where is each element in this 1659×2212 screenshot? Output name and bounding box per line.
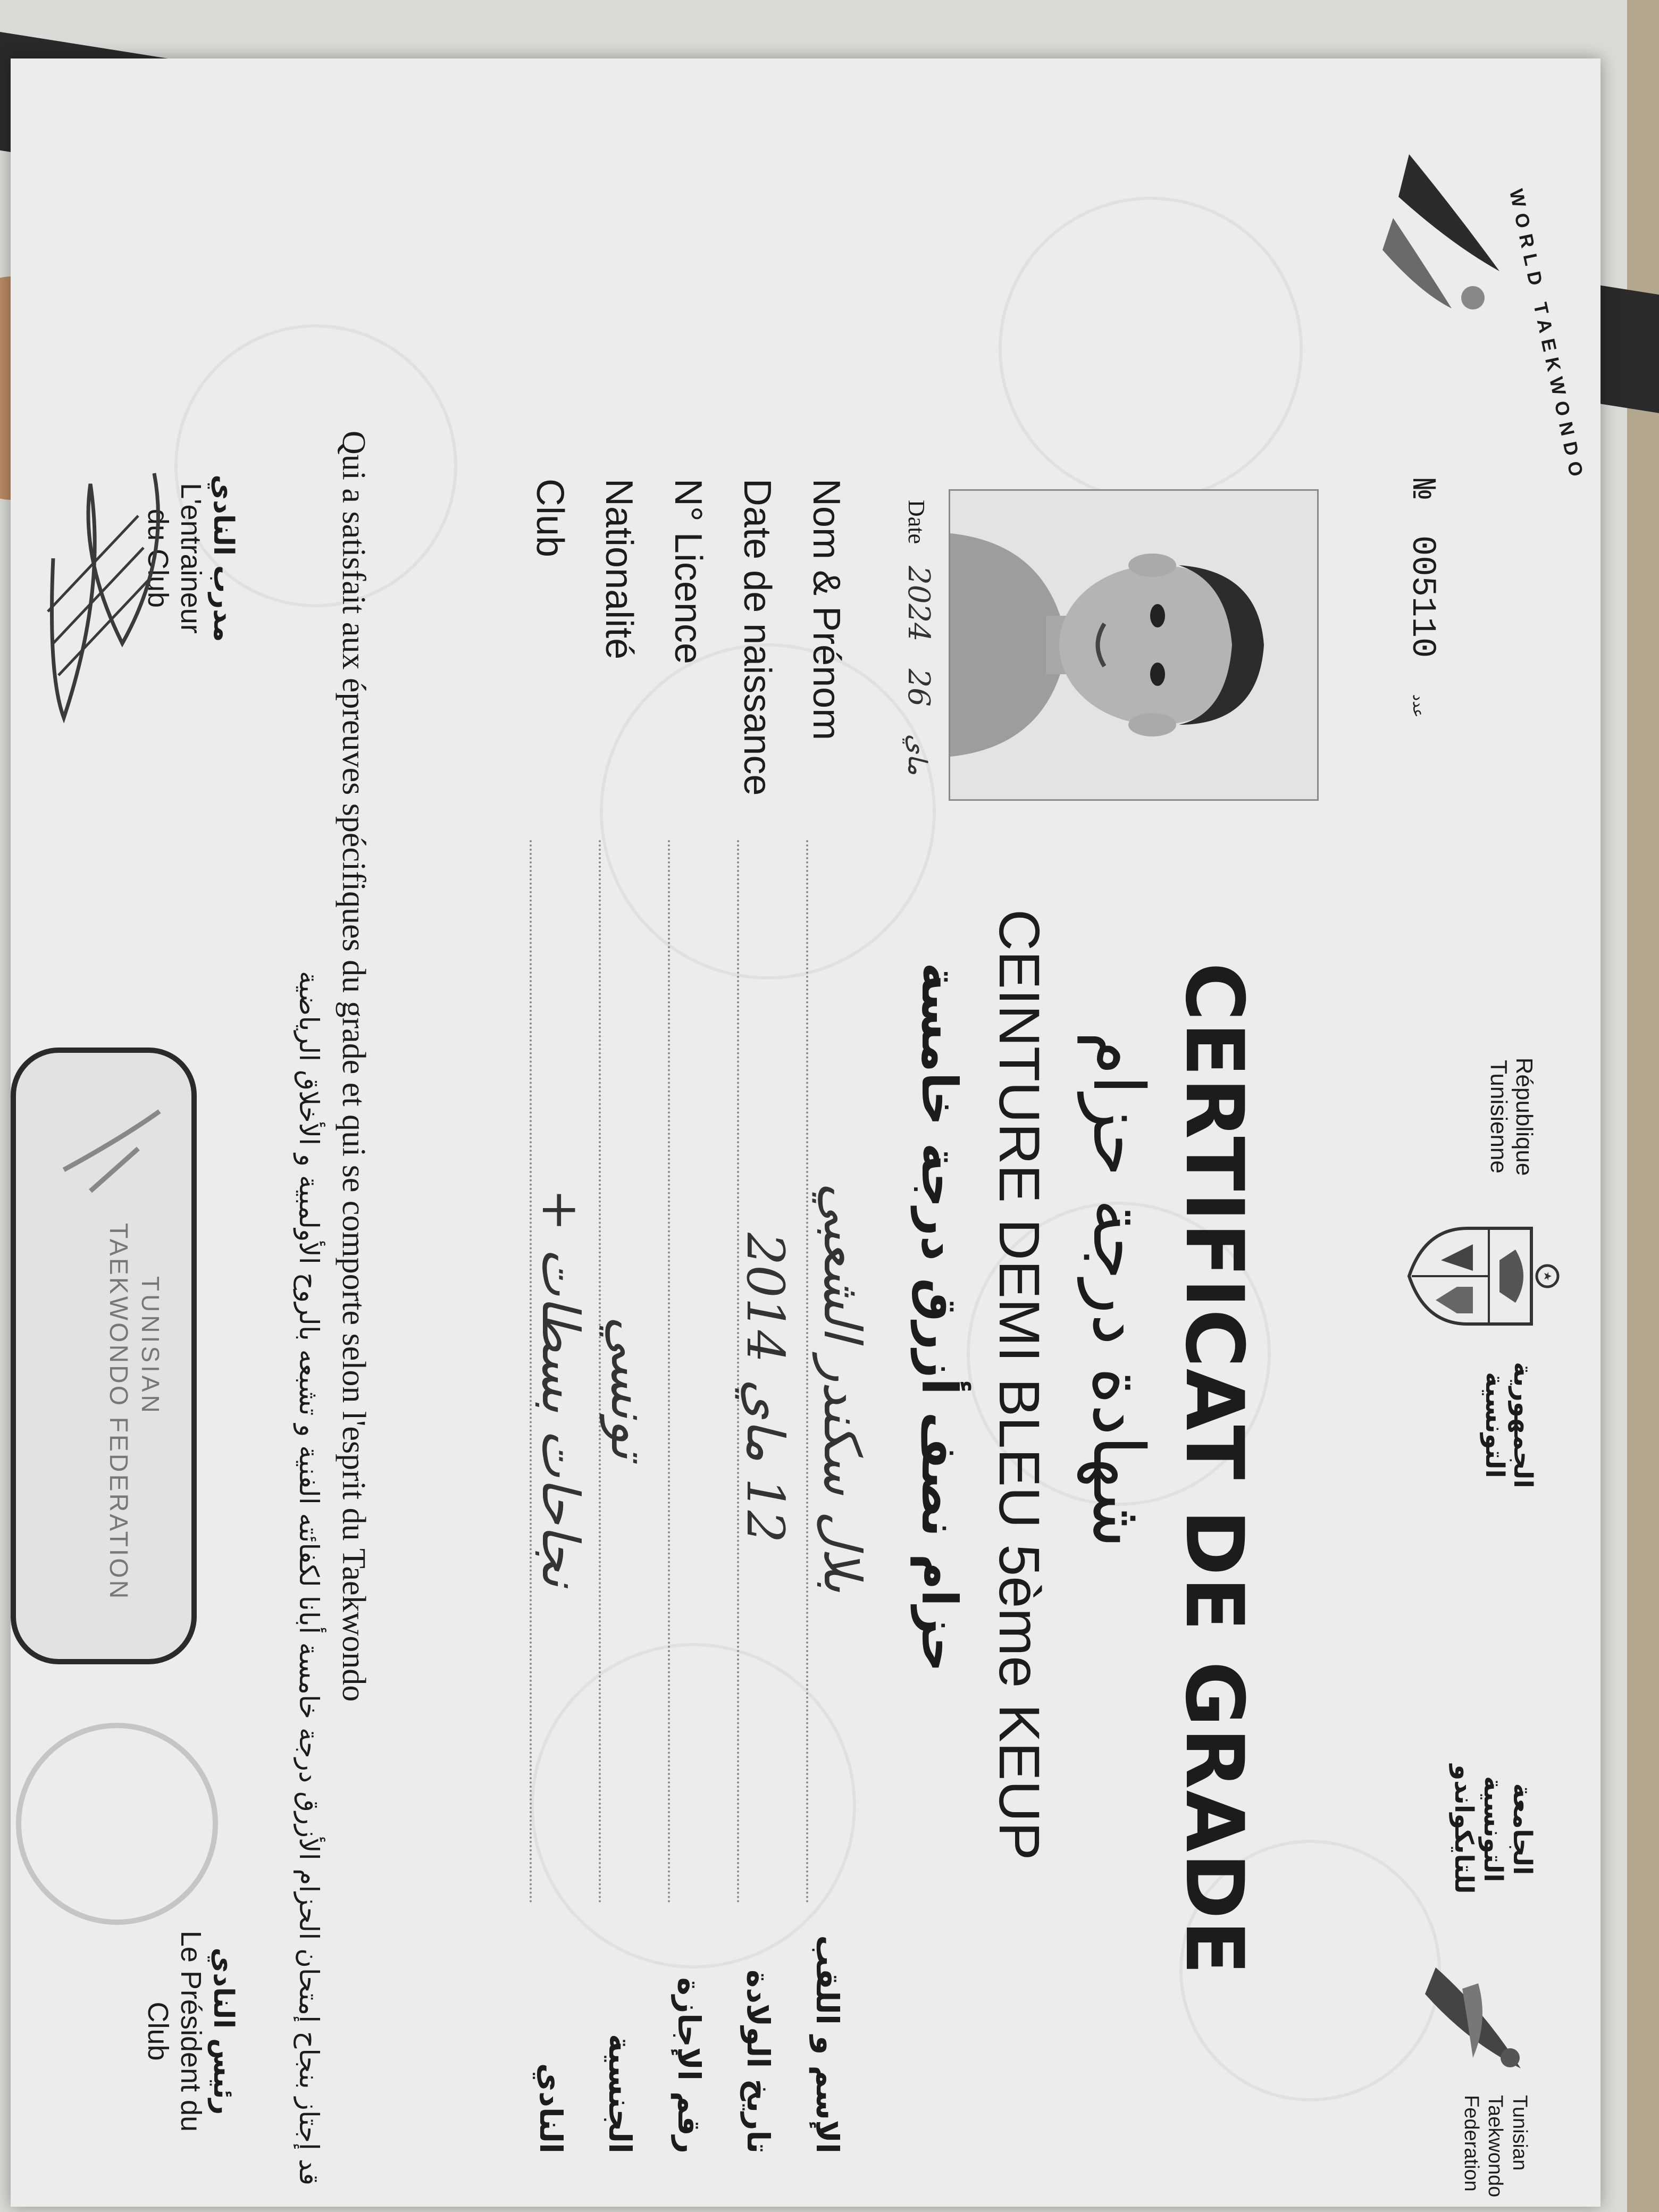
date-year: 2024 <box>901 566 936 642</box>
federation-en-line3: Federation <box>1460 2095 1482 2192</box>
stamp-line-2: TAEKWONDO FEDERATION <box>104 1223 132 1601</box>
president-label-fr-2: Club <box>141 2001 174 2061</box>
trainer-signature <box>27 452 186 824</box>
belt-ar: حزام نصف أزرق درجة خامسة <box>911 962 968 1672</box>
date-month: ماي <box>902 733 932 775</box>
republic-fr-line1: République <box>1511 1057 1537 1176</box>
federation-ar-line1: الجامعة <box>1507 1783 1537 1875</box>
stamp-line-1: TUNISIAN <box>137 1276 164 1416</box>
value-birth: 12 ماي 2014 <box>735 1233 795 1543</box>
republic-ar <box>1480 1356 1537 1494</box>
tunisia-emblem <box>1404 1207 1563 1345</box>
value-name: بلال سكندر الشعبي <box>812 1183 872 1593</box>
trainer-label-fr-2: du Club <box>141 508 174 608</box>
label-birth-fr: Date de naissance <box>736 479 778 796</box>
label-club-fr: Club <box>529 479 571 558</box>
certificate-sheet <box>11 58 1601 2207</box>
value-club: نجاحات بسطات + <box>531 1188 590 1587</box>
label-name-fr: Nom & Prénom <box>805 479 848 741</box>
federation-en-line2: Taekwondo <box>1484 2095 1507 2198</box>
world-taekwondo-text: WORLD TAEKWONDO <box>1505 187 1589 485</box>
number-value: 005110 <box>1403 535 1441 658</box>
republic-fr-line2: Tunisienne <box>1485 1060 1512 1174</box>
label-club-ar: النادي <box>533 2063 569 2154</box>
line-licence <box>668 840 670 1904</box>
round-seal <box>16 1723 218 1925</box>
label-licence-fr: N° Licence <box>667 479 709 664</box>
photo-date <box>901 500 936 775</box>
federation-ar-line2: التونسية <box>1478 1776 1508 1882</box>
republic-ar-line2: التونسية <box>1480 1372 1510 1478</box>
world-taekwondo-logo <box>1361 133 1531 356</box>
statement-fr: Qui a satisfait aux épreuves spécifiques du grade et qui se comporte selon l'esprit du Taekwondo <box>336 431 372 1702</box>
label-nationality-ar: الجنسية <box>602 2033 638 2154</box>
title-ar: شهادة درجة حزام <box>1077 1032 1159 1548</box>
trainer-label-ar: مدرب النادي <box>207 474 239 642</box>
date-day: 26 <box>901 668 936 707</box>
club-stamp <box>11 1048 197 1664</box>
federation-logo <box>1414 1951 1542 2090</box>
belt-fr: CEINTURE DEMI BLEU 5ème KEUP <box>987 909 1052 1861</box>
president-label-fr-1: Le Président du <box>175 1930 207 2132</box>
federation-en <box>1459 2095 1531 2201</box>
republic-ar-line1: الجمهورية <box>1508 1362 1538 1488</box>
label-licence-ar: رقم الإجازة <box>671 1977 707 2154</box>
label-birth-ar: تاريخ الولادة <box>740 1970 776 2154</box>
label-nationality-fr: Nationalité <box>598 479 640 660</box>
president-label-ar: رئيس النادي <box>207 1947 239 2115</box>
trainer-label-fr-1: L'entraineur <box>175 483 207 634</box>
number-suffix-ar: عدد <box>1409 694 1425 718</box>
federation-ar <box>1448 1749 1537 1909</box>
number-prefix: № <box>1403 479 1441 499</box>
title-fr: CERTIFICAT DE GRADE <box>1168 962 1260 1976</box>
label-name-ar: الإسم و اللقب <box>809 1935 845 2154</box>
line-name <box>806 840 808 1904</box>
date-label: Date <box>903 500 929 544</box>
republic-fr <box>1485 1048 1537 1186</box>
statement-ar: قد إجتاز بنجاح إمتحان الحزام الأزرق درجة خامسة أبانا لكفائته الفنية و تشبعه بالروح الأولمبية و الأخلاق الرياضية <box>294 970 324 2185</box>
federation-en-line1: Tunisian <box>1509 2095 1531 2171</box>
student-photo <box>949 489 1319 801</box>
value-nationality: تونسي <box>600 1316 659 1460</box>
president-signature-block <box>141 1914 239 2148</box>
certificate-number <box>1403 479 1441 718</box>
federation-ar-line3: للتايكواندو <box>1448 1764 1479 1894</box>
